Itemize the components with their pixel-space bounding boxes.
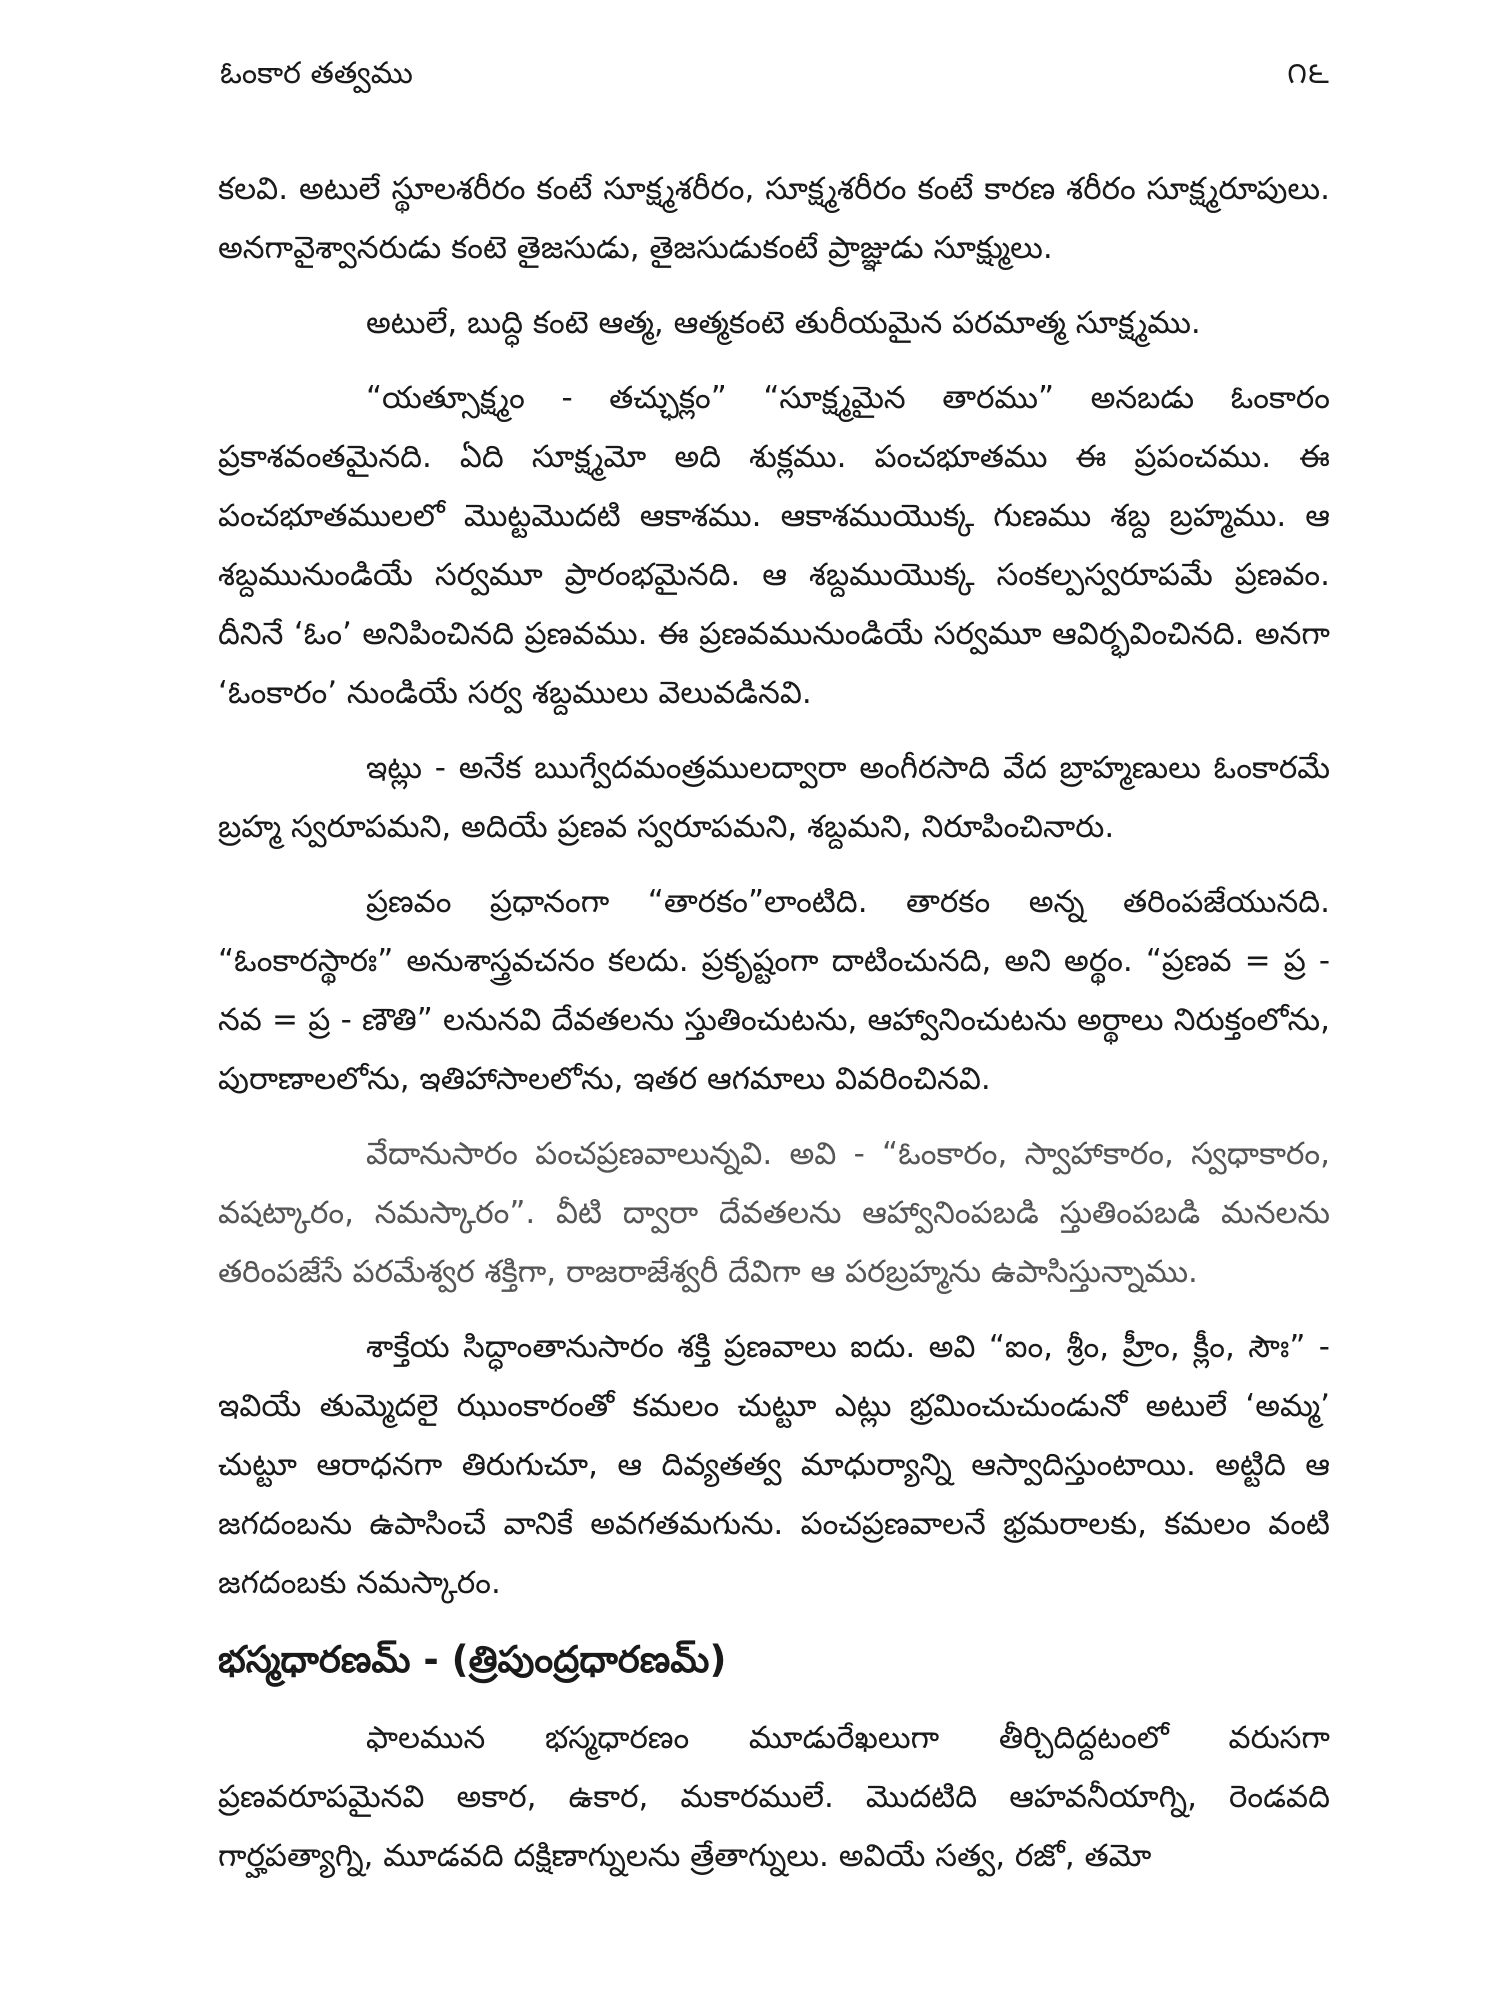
paragraph-continued: కలవి. అటులే స్థూలశరీరం కంటే సూక్ష్మశరీరం, సూక్ష్మశరీరం కంటే కారణ శరీరం సూక్ష్మరూపులు. అనగావైశ్వానరుడు కంటె తైజసుడు, తైజసుడుకంటే ప్రాజ్ఞుడు సూక్ష్ములు. — [218, 171, 1330, 266]
running-title: ఓంకార తత్వము — [220, 56, 413, 91]
paragraph-pancha-pranava: వేదానుసారం పంచప్రణవాలున్నవి. అవి - “ఓంకారం, స్వాహాకారం, స్వధాకారం, వషట్కారం, నమస్కారం”. వీటి ద్వారా దేవతలను ఆహ్వానింపబడి స్తుతింపబడి మనలను తరింపజేసే పరమేశ్వర శక్తిగా, రాజరాజేశ్వరీ దేవిగా ఆ పరబ్రహ్మను ఉపాసిస్తున్నాము. — [218, 1136, 1330, 1290]
page-body — [218, 160, 1330, 1902]
section-heading: భస్మధారణమ్ - (త్రిపుంద్రధారణమ్) — [218, 1638, 727, 1681]
paragraph-omkaram: “యత్సూక్ష్మం - తచ్ఛుక్లం” “సూక్ష్మమైన తారము” అనబడు ఓంకారం ప్రకాశవంతమైనది. ఏది సూక్ష్మమో అది శుక్లము. పంచభూతము ఈ ప్రపంచము. ఈ పంచభూతములలో మొట్టమొదటి ఆకాశము. ఆకాశముయొక్క గుణము శబ్ద బ్రహ్మము. ఆ శబ్దమునుండియే సర్వమూ ప్రారంభమైనది. ఆ శబ్దముయొక్క సంకల్పస్వరూపమే ప్రణవం. దీనినే ‘ఓం’ అనిపించినది ప్రణవము. ఈ ప్రణవమునుండియే సర్వమూ ఆవిర్భవించినది. అనగా ‘ఓంకారం’ నుండియే సర్వ శబ్దములు వెలువడినవి. — [218, 380, 1330, 711]
paragraph-shakteya: శాక్తేయ సిద్ధాంతానుసారం శక్తి ప్రణవాలు ఐదు. అవి “ఐం, శ్రీం, హ్రీం, క్లీం, సౌః” - ఇవియే తుమ్మెదలై ఝుంకారంతో కమలం చుట్టూ ఎట్లు భ్రమించుచుండునో అటులే ‘అమ్మ’ చుట్టూ ఆరాధనగా తిరుగుచూ, ఆ దివ్యతత్వ మాధుర్యాన్ని ఆస్వాదిస్తుంటాయి. అట్టిది ఆ జగదంబను ఉపాసించే వానికే అవగతమగును. పంచప్రణవాలనే భ్రమరాలకు, కమలం వంటి జగదంబకు నమస్కారం. — [218, 1329, 1330, 1601]
paragraph-rigveda: ఇట్లు - అనేక ఋగ్వేదమంత్రములద్వారా అంగీరసాది వేద బ్రాహ్మణులు ఓంకారమే బ్రహ్మ స్వరూపమని, అదియే ప్రణవ స్వరూపమని, శబ్దమని, నిరూపించినారు. — [218, 750, 1330, 845]
paragraph-atma: అటులే, బుద్ధి కంటె ఆత్మ, ఆత్మకంటె తురీయమైన పరమాత్మ సూక్ష్మము. — [366, 305, 1201, 341]
paragraph-pranavam: ప్రణవం ప్రధానంగా “తారకం”లాంటిది. తారకం అన్న తరింపజేయునది. “ఓంకారస్థారః” అనుశాస్త్రవచనం కలదు. ప్రకృష్టంగా దాటించునది, అని అర్థం. “ప్రణవ = ప్ర - నవ = ప్ర - ణౌతి” లనునవి దేవతలను స్తుతించుటను, ఆహ్వానించుటను అర్థాలు నిరుక్తంలోను, పురాణాలలోను, ఇతిహాసాలలోను, ఇతర ఆగమాలు వివరించినవి. — [218, 884, 1330, 1097]
page-number: ౧౬ — [1287, 56, 1330, 91]
page-header — [220, 52, 1330, 102]
paragraph-bhasma: ఫాలమున భస్మధారణం మూడురేఖలుగా తీర్చిదిద్దటంలో వరుసగా ప్రణవరూపమైనవి అకార, ఉకార, మకారములే. మొదటిది ఆహవనీయాగ్ని, రెండవది గార్హపత్యాగ్ని, మూడవది దక్షిణాగ్నులను త్రేతాగ్నులు. అవియే సత్వ, రజో, తమో — [218, 1720, 1330, 1874]
